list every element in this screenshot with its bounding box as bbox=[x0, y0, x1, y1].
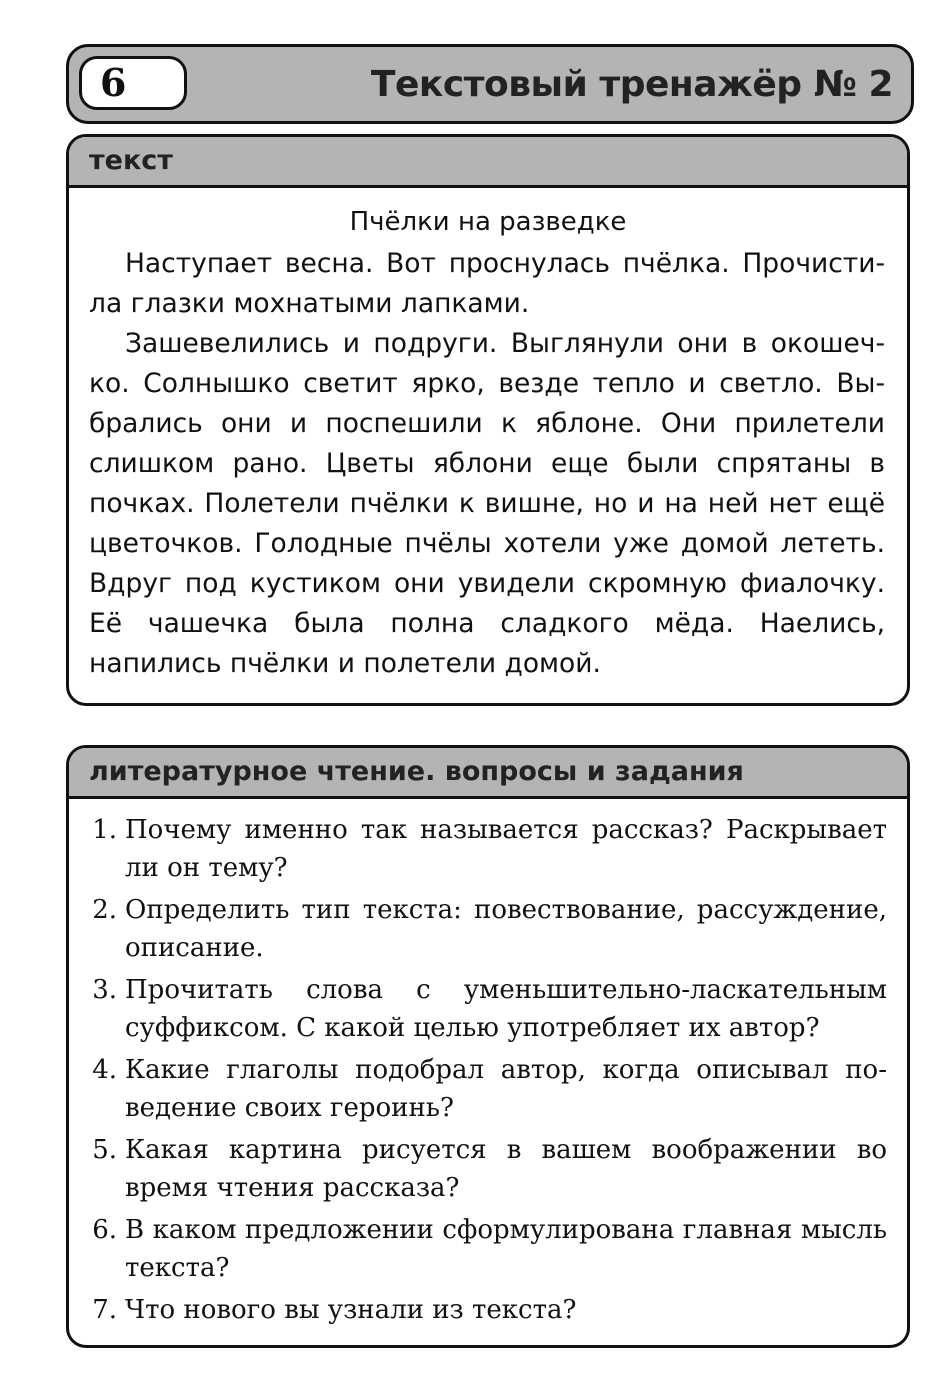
task-number: 1. bbox=[92, 815, 117, 845]
list-item bbox=[79, 1131, 887, 1207]
task-number: 5. bbox=[92, 1135, 117, 1165]
page-number: 6 bbox=[79, 56, 187, 110]
tasks-section-label: литературное чтение. вопросы и задания bbox=[69, 748, 907, 799]
task-number: 2. bbox=[92, 895, 117, 925]
list-item bbox=[79, 811, 887, 887]
list-item bbox=[79, 1291, 887, 1329]
task-text: Что нового вы узнали из текста? bbox=[125, 1295, 577, 1325]
task-text: Определить тип текста: повествование, рассуждение, описание. bbox=[125, 895, 887, 963]
task-number: 4. bbox=[92, 1055, 117, 1085]
story-paragraph: Наступает весна. Вот проснулась пчёлка. Прочистила глазки мохнатыми лапками. bbox=[89, 248, 885, 319]
list-item bbox=[79, 891, 887, 967]
text-section bbox=[66, 134, 910, 706]
task-text: Какие глаголы подобрал автор, когда описывал поведение своих героинь? bbox=[125, 1055, 887, 1123]
list-item bbox=[79, 1051, 887, 1127]
text-section-label: текст bbox=[69, 137, 907, 188]
task-number: 6. bbox=[92, 1215, 117, 1245]
list-item bbox=[79, 1211, 887, 1287]
task-text: В каком предложении сформулирована главная мысль текста? bbox=[125, 1215, 887, 1283]
page-title: Текстовый тренажёр № 2 bbox=[370, 64, 893, 105]
story-paragraph: Зашевелились и подруги. Выглянули они в окошечко. Солнышко светит ярко, везде тепло и светло. Выбрались они и поспешили к яблоне. Они прилетели слишком рано. Цветы яблони еще были спрятаны в почках. Полетели пчёлки к вишне, но и на ней нет ещё цветочков. Голодные пчёлы хотели уже домой лететь. Вдруг под кустиком они увидели скромную фиалочку. Её чашечка была полна сладкого мёда. Наелись, напились пчёлки и полетели домой. bbox=[89, 328, 885, 679]
story-title: Пчёлки на разведке bbox=[349, 207, 627, 237]
tasks-list bbox=[69, 799, 907, 1329]
task-text: Прочитать слова с уменьшительно-ласкательным суффиксом. С какой целью употребляет их автор? bbox=[125, 975, 887, 1043]
task-number: 3. bbox=[92, 975, 117, 1005]
page-header bbox=[66, 44, 914, 124]
list-item bbox=[79, 971, 887, 1047]
story-body bbox=[89, 244, 885, 684]
task-text: Почему именно так называется рассказ? Раскрывает ли он тему? bbox=[125, 815, 887, 883]
tasks-section bbox=[66, 745, 910, 1348]
task-number: 7. bbox=[92, 1295, 117, 1325]
task-text: Какая картина рисуется в вашем воображении во время чтения рассказа? bbox=[125, 1135, 887, 1203]
